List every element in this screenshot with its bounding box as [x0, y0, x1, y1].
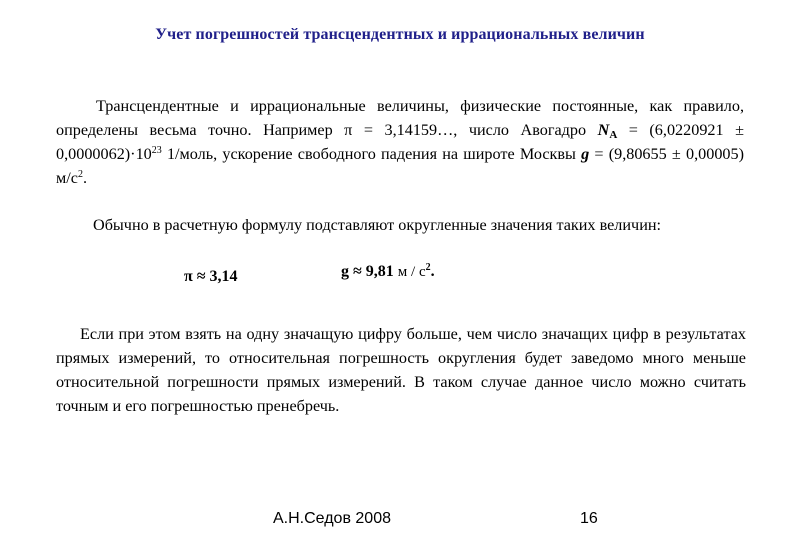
slide-title: Учет погрешностей трансцендентных и иррациональных величин	[155, 26, 645, 43]
paragraph-significant-digits: Если при этом взять на одну значащую цифру больше, чем число значащих цифр в результатах прямых измерений, то относительная погрешность округления будет заведомо много меньше относительной погрешности прямых измерений. В таком случае данное число можно считать точным и его погрешностью пренебречь.	[56, 325, 746, 415]
avogadro-subscript: A	[609, 129, 618, 141]
p1-text-2: = (6,0220921 ± 0,0000062)·10	[56, 121, 744, 163]
gravity-symbol: g	[581, 145, 590, 163]
p1-text-5: .	[82, 169, 87, 187]
p1-text-1: Трансцендентные и иррациональные величины, физические постоянные, как правило, определены весьма точно. Например π = 3,14159…, число Авогадро	[56, 97, 744, 139]
formula-pi: π ≈ 3,14	[184, 268, 238, 285]
paragraph-rounding: Обычно в расчетную формулу подставляют округленные значения таких величин:	[93, 216, 662, 234]
formula-g-main: g ≈ 9,81	[341, 263, 398, 280]
formula-g-end: .	[430, 263, 435, 280]
p1-text-4: = (9,80655 ± 0,00005) м/с	[56, 145, 744, 187]
page-number: 16	[580, 510, 598, 527]
avogadro-exponent: 23	[151, 145, 162, 156]
formula-g	[341, 263, 435, 281]
formula-g-unit: м / с	[397, 264, 426, 280]
formula-g-exponent: 2	[425, 262, 431, 273]
avogadro-symbol: N	[597, 121, 610, 139]
footer-author: А.Н.Седов 2008	[273, 510, 391, 527]
p1-text-3: 1/моль, ускорение свободного падения на широте Москвы	[161, 145, 582, 163]
gravity-unit-exponent: 2	[77, 169, 83, 180]
paragraph-constants	[56, 94, 744, 190]
